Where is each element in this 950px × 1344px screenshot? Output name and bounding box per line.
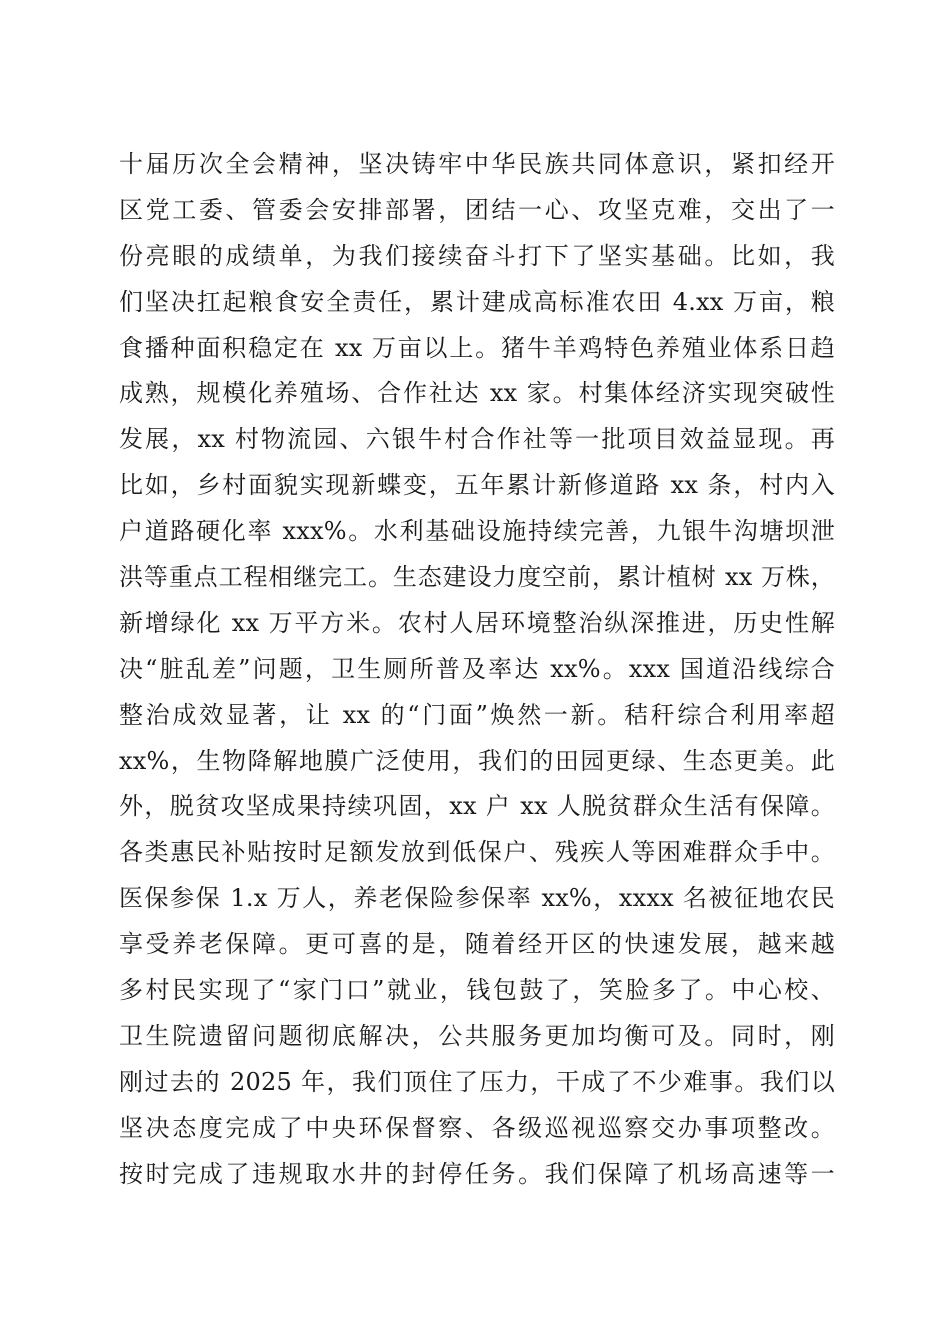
text-line: 比如，乡村面貌实现新蝶变，五年累计新修道路 xx 条，村内入 — [119, 471, 835, 500]
text-line: 洪等重点工程相继完工。生态建设力度空前，累计植树 xx 万株， — [119, 563, 835, 592]
text-line: 坚决态度完成了中央环保督察、各级巡视巡察交办事项整改。 — [119, 1113, 835, 1142]
text-line: 发展，xx 村物流园、六银牛村合作社等一批项目效益显现。再 — [119, 425, 835, 454]
text-line: 决“脏乱差”问题，卫生厕所普及率达 xx%。xxx 国道沿线综合 — [119, 654, 835, 683]
text-line: 多村民实现了“家门口”就业，钱包鼓了，笑脸多了。中心校、 — [119, 976, 835, 1005]
text-line: 成熟，规模化养殖场、合作社达 xx 家。村集体经济实现突破性 — [119, 379, 835, 408]
text-line: 新增绿化 xx 万平方米。农村人居环境整治纵深推进，历史性解 — [119, 608, 835, 637]
text-line: 区党工委、管委会安排部署，团结一心、攻坚克难，交出了一 — [119, 195, 835, 224]
text-line: 刚过去的 2025 年，我们顶住了压力，干成了不少难事。我们以 — [119, 1067, 835, 1096]
text-line: 按时完成了违规取水井的封停任务。我们保障了机场高速等一 — [119, 1159, 835, 1188]
text-line: 整治成效显著，让 xx 的“门面”焕然一新。秸秆综合利用率超 — [119, 700, 835, 729]
text-line: 食播种面积稳定在 xx 万亩以上。猪牛羊鸡特色养殖业体系日趋 — [119, 333, 835, 362]
text-line: 各类惠民补贴按时足额发放到低保户、残疾人等困难群众手中。 — [119, 838, 835, 867]
body-paragraph — [119, 142, 835, 1197]
text-line: 医保参保 1.x 万人，养老保险参保率 xx%，xxxx 名被征地农民 — [119, 884, 835, 913]
text-line: xx%，生物降解地膜广泛使用，我们的田园更绿、生态更美。此 — [119, 746, 835, 775]
text-line: 十届历次全会精神，坚决铸牢中华民族共同体意识，紧扣经开 — [119, 150, 835, 178]
text-line: 们坚决扛起粮食安全责任，累计建成高标准农田 4.xx 万亩，粮 — [119, 287, 835, 316]
text-line: 份亮眼的成绩单，为我们接续奋斗打下了坚实基础。比如，我 — [119, 241, 835, 270]
text-line: 享受养老保障。更可喜的是，随着经开区的快速发展，越来越 — [119, 930, 835, 959]
text-line: 外，脱贫攻坚成果持续巩固，xx 户 xx 人脱贫群众生活有保障。 — [119, 792, 835, 821]
text-line: 户道路硬化率 xxx%。水利基础设施持续完善，九银牛沟塘坝泄 — [119, 517, 835, 546]
text-line: 卫生院遗留问题彻底解决，公共服务更加均衡可及。同时，刚 — [119, 1021, 835, 1050]
